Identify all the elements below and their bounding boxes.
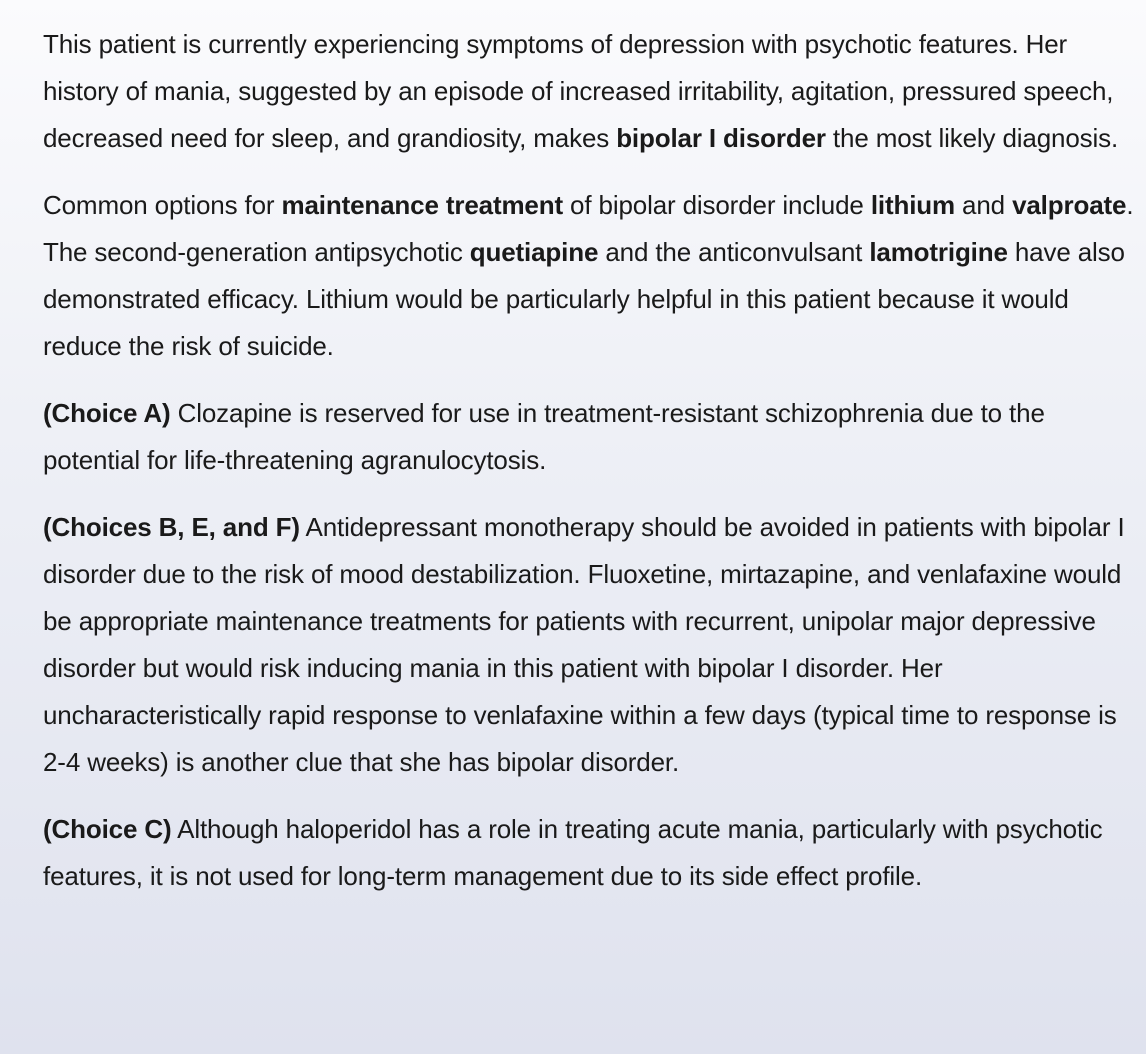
text-segment: Although haloperidol has a role in treating acute mania, particularly with psychotic features, it is not used for long-term management due to its side effect profile. [43,814,1103,891]
bold-term: bipolar I disorder [616,123,826,153]
text-segment: . The second-generation antipsychotic [43,190,1134,267]
text-segment: Antidepressant monotherapy should be avoided in patients with bipolar I disorder due to the risk of mood destabilization. Fluoxetine, mirtazapine, and venlafaxine would be appropriate maintenance treatments for patients with recurrent, unipolar major depressive disorder but would risk inducing mania in this patient with bipolar I disorder. Her uncharacteristically rapid response to venlafaxine within a few days (typical time to response is 2-4 weeks) is another clue that she has bipolar disorder. [43,512,1125,777]
bold-term: quetiapine [469,237,599,267]
paragraph-maintenance [43,182,1138,370]
text-segment: and [954,190,1013,220]
text-segment: Clozapine is reserved for use in treatment-resistant schizophrenia due to the potential for life-threatening agranulocytosis. [43,398,1045,475]
explanation-body [43,21,1138,900]
paragraph-choice-c [43,806,1138,900]
text-segment: of bipolar disorder include [562,190,871,220]
text-segment: have also demonstrated efficacy. Lithium would be particularly helpful in this patient because it would reduce the risk of suicide. [43,237,1125,361]
paragraph-choice-a [43,390,1138,484]
choice-label: (Choice A) [43,398,171,428]
text-segment: the most likely diagnosis. [825,123,1119,153]
choice-label: (Choices B, E, and F) [43,512,300,542]
bold-term: lamotrigine [869,237,1008,267]
paragraph-choices-b-e-f [43,504,1138,786]
bold-term: maintenance treatment [281,190,563,220]
bold-term: lithium [870,190,955,220]
text-segment: Common options for [43,190,282,220]
choice-label: (Choice C) [43,814,172,844]
text-segment: and the anticonvulsant [598,237,870,267]
text-segment: This patient is currently experiencing symptoms of depression with psychotic features. Her history of mania, suggested by an episode of increased irritability, agitation, pressured speech, decreased need for sleep, and grandiosity, makes [43,29,1114,153]
bold-term: valproate [1012,190,1127,220]
paragraph-diagnosis [43,21,1138,162]
